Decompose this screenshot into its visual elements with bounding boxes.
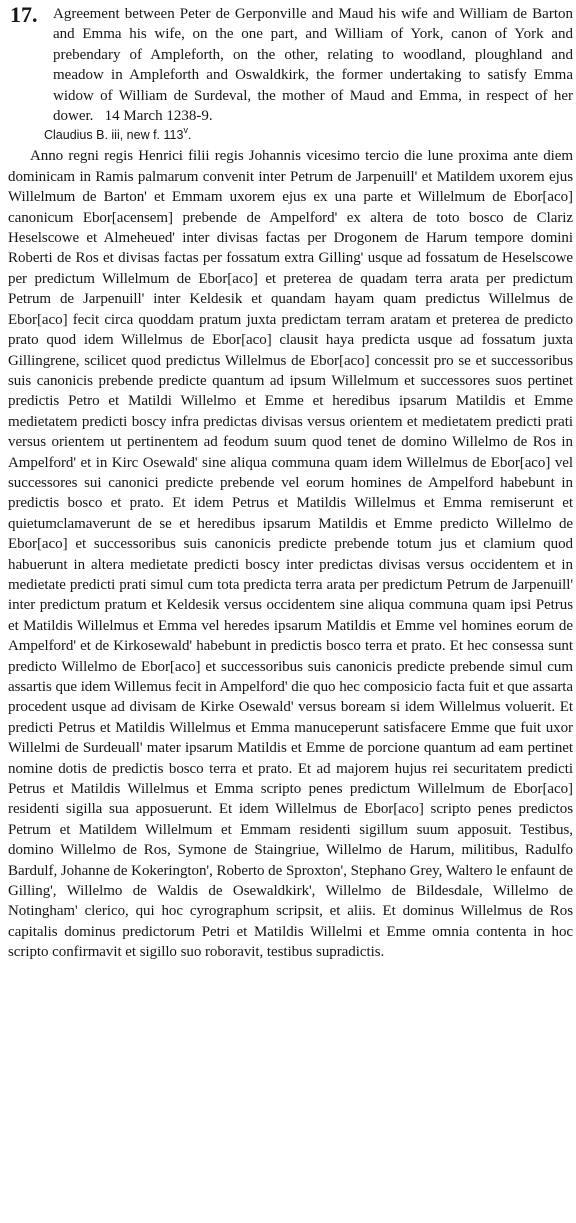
source-reference (8, 126, 573, 144)
charter-text: Anno regni regis Henrici filii regis Johannis vicesimo tercio die lune proxima ante diem dominicam in Ramis palmarum convenit inter Petrum de Jarpenuill' et Matildem uxorem ejus Willelmum de Barton' et Emmam uxorem ejus ex una parte et Willelmum de Ebor[aco] canonicum Ebor[acensem] prebende de Ampelford' ex altera de toto bosco de Clariz Heselscowe et Almeheued' inter divisas factas per Drogonem de Harum tempore domini Roberti de Ros et divisas factas per fossatum extra Gilling' usque ad fossatum de Heselscowe per predictum Willelmum de Ebor[aco] et preterea de quadam terra arata per predictum Petrum de Jarpenuill' inter Keldesik et quandam hayam quam predictus Willelmus de Ebor[aco] fecit circa quoddam pratum juxta predictam terram aratam et preterea de predicto prato quod idem Willelmus de Ebor[aco] clausit haya predicta usque ad fossatum juxta Gillingrene, scilicet quod predictus Willelmus de Ebor[aco] concessit pro se et successoribus suis canonicis prebende predicte quantum ad ipsum Willelmum et successores suos pertinet predictis Petro et Matildi Willelmo et Emme et heredibus ipsarum Matildis et Emme medietatem predicti boscy infra predictas divisas versus orientem et medietatem predicti prati versus orientem ut pertinentem ad feodum suum quod tenet de domino Willelmo de Ros in Ampelford' et in Kirc Osewald' sine aliqua communa quam idem Willelmus de Ebor[aco] vel successores sui canonici predicte prebende vel eorum homines de Ampelford habebunt in predictis bosco et prato. Et idem Petrus et Matildis Willelmus et Emma remiserunt et quietumclamaverunt de se et heredibus ipsarum Matildis et Emme predicto Willelmo de Ebor[aco] et successoribus suis canonicis predicte prebende totum jus et clamium quod habuerunt in altera medietate predicti boscy inter predictas divisas versus occidentem et in medietate predicti prati simul cum tota predicta terra arata per predictum Petrum de Jarpenuill' inter predictum pratum et Keldesik versus occidentem sine aliqua communa quam ipsi Petrus et Matildis Willelmus et Emma vel heredes ipsarum Matildis et Emme vel homines eorum de Ampelford' et de Kirkosewald' habebunt in predictis bosco terra et prato. Et hec consessa sunt predicto Willelmo de Ebor[aco] et successoribus suis canonicis predicte prebende simul cum assartis que idem Willemus fecit in Ampelford' die quo hec composicio facta fuit et que assarta procedent usque ad divisam de Kirke Osewald' versus boream si idem Willelmus voluerit. Et predicti Petrus et Matildis Willelmus et Emma manuceperunt satisfacere Emme que fuit uxor Willelmi de Surdeuall' mater ipsarum Matildis et Emme de porcione quantum ad eam pertinet nomine dotis de predictis bosco terra et prato. Et ad majorem hujus rei securitatem predicti Petrus et Matildis Willelmus et Emma scripto penes predictum Willelmum de Ebor[aco] residenti sigilla sua apposuerunt. Et idem Willelmus de Ebor[aco] scripto penes predictos Petrum et Matildem Willelmum et Emmam residenti sigillum suum apposuit. Testibus, domino Willelmo de Ros, Symone de Staingriue, Willelmo de Harum, militibus, Radulfo Bardulf, Johanne de Kokerington', Roberto de Sproxton', Stephano Grey, Waltero le enfaunt de Gilling', Willelmo de Waldis de Osewaldkirk', Willelmo de Bildesdale, Willelmo de Notingham' clerico, qui hoc cyrographum scripsit, et aliis. Et dominus Willelmus de Ros capitalis dominus predictorum Petri et Matildis Willelmi et Emme omnia contenta in hoc scripto confirmavit et sigillo suo roboravit, testibus supradictis. (8, 148, 573, 961)
entry-heading (8, 4, 573, 126)
source-reference-verso: v (183, 125, 188, 136)
entry-summary: Agreement between Peter de Gerponville and Maud his wife and William de Barton and Emma his wife, on the one part, and William of York, canon of York and prebendary of Ampleforth, on the other, relating to woodland, ploughland and meadow in Ampleforth and Oswaldkirk, the former undertaking to satisfy Emma widow of William de Surdeval, the mother of Maud and Emma, in respect of her dower. (53, 6, 573, 125)
entry-date-text: 14 March 1238-9. (104, 108, 213, 125)
source-reference-text: Claudius B. iii, new f. 113 (44, 128, 184, 143)
entry-date (97, 108, 212, 124)
entry-number: 17. (10, 2, 38, 27)
source-reference-end: . (187, 128, 192, 143)
